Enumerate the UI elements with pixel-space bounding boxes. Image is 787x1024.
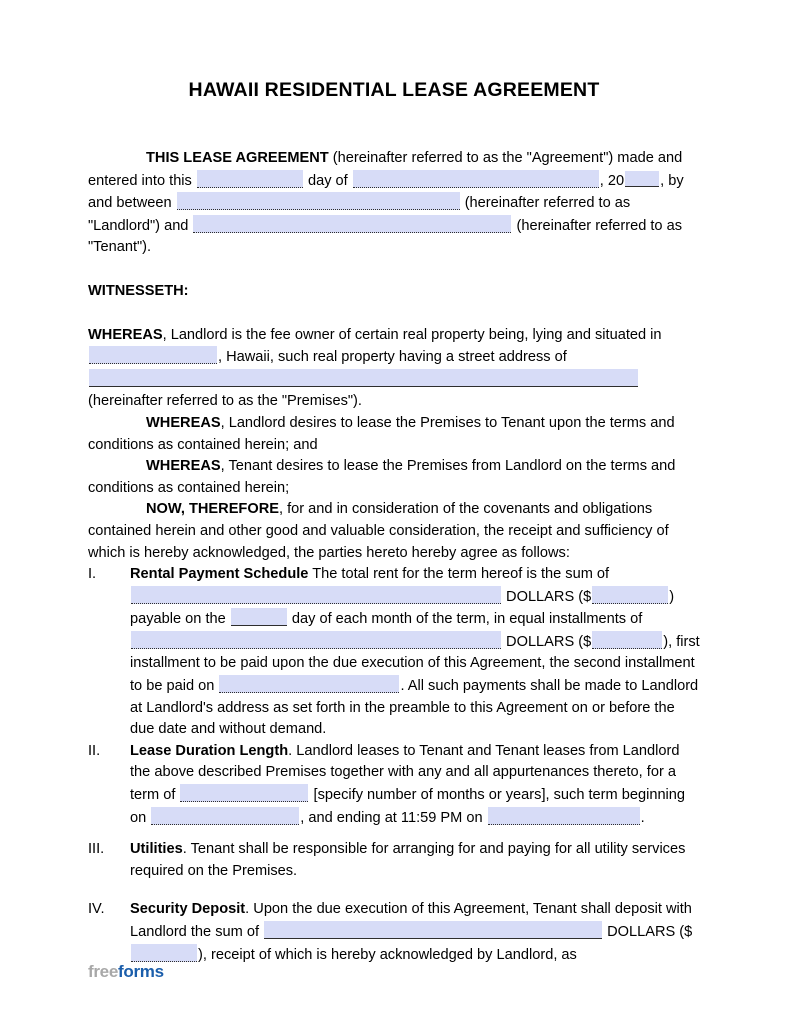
section-ii-heading: Lease Duration Length [130,742,289,759]
payment-day-blank-field[interactable] [231,608,287,626]
section-iii-heading: Utilities [130,841,183,858]
freeforms-logo[interactable] [88,962,164,982]
section-rental-payment-schedule [88,564,700,741]
section-i-text-1: The total rent for the term hereof is the sum of [308,566,610,583]
section-iii-text-1: . Tenant shall be responsible for arranging for and paying for all utility services required on the Premises. [130,841,686,879]
section-iv-text-3: ), receipt of which is hereby acknowledged by Landlord, as [198,946,577,963]
section-numeral-iv: IV. [88,901,105,918]
section-ii-text-1: . Landlord leases to Tenant and Tenant leases from Landlord the above described Premises together with any and all appurtenances thereto, for a term of [130,742,680,804]
lease-term-blank-field[interactable] [180,784,308,802]
section-i-heading: Rental Payment Schedule [130,566,309,583]
section-numeral-i: I. [88,566,97,583]
preamble-text-4: , by and between [88,172,684,212]
year-blank-field[interactable] [625,171,659,187]
whereas-1-text-2: , Hawaii, such real property having a street address of [218,349,567,366]
tenant-name-blank-field[interactable] [193,215,511,233]
preamble-text-2: day of [303,172,352,189]
term-start-date-blank-field[interactable] [151,807,299,825]
day-blank-field[interactable] [197,170,303,188]
total-rent-words-blank-field[interactable] [131,586,501,604]
whereas-clause-2 [88,413,700,456]
section-ii-body [130,741,700,829]
document-body [88,148,700,966]
section-i-text-6: ), first installment to be paid upon the due execution of this Agreement, the second installment to be paid on [130,633,700,695]
whereas-1-bold: WHEREAS [88,326,163,343]
section-ii-text-4: . [640,809,645,826]
whereas-clause-1 [88,325,700,413]
second-installment-date-blank-field[interactable] [219,675,399,693]
section-iii-body [130,839,700,882]
preamble-paragraph [88,148,700,259]
section-iv-body [130,899,700,966]
section-i-body [130,564,700,741]
now-therefore-text: , for and in consideration of the covenants and obligations contained herein and other good and valuable consideration, the receipt and sufficiency of which is hereby acknowledged, the parties hereto hereby agree as follows: [88,501,669,561]
section-security-deposit [88,899,700,966]
spacer [88,829,700,839]
logo-text-free: free [88,962,118,981]
landlord-name-blank-field[interactable] [177,192,460,210]
preamble-text-1: (hereinafter referred to as the "Agreement") made and entered into this [88,150,683,189]
section-iv-text-1: . Upon the due execution of this Agreement, Tenant shall deposit with Landlord the sum of [130,901,692,940]
preamble-text-6: (hereinafter referred to as "Tenant"). [88,217,683,256]
section-lease-duration-length [88,741,700,829]
total-rent-amount-blank-field[interactable] [592,586,668,604]
section-ii-text-3: , and ending at 11:59 PM on [300,809,487,826]
city-blank-field[interactable] [89,346,217,364]
deposit-words-blank-field[interactable] [264,921,602,939]
month-blank-field[interactable] [353,170,599,188]
logo-text-forms: forms [118,962,164,981]
installment-amount-blank-field[interactable] [592,631,662,649]
section-i-text-7: . All such payments shall be made to Landlord at Landlord's address as set forth in the preamble to this Agreement on or before the due date and without demand. [130,678,699,738]
section-i-text-3: ) payable on the [130,588,675,628]
street-address-blank-field[interactable] [89,369,638,387]
page-title: HAWAII RESIDENTIAL LEASE AGREEMENT [188,79,600,101]
whereas-1-text-3: (hereinafter referred to as the "Premises"). [88,393,362,410]
section-i-text-5: DOLLARS ($ [502,633,592,650]
section-i-text-4: day of each month of the term, in equal installments of [287,611,643,628]
section-utilities [88,839,700,882]
now-therefore-bold: NOW, THEREFORE [146,501,279,518]
section-numeral-iii: III. [88,841,105,858]
deposit-amount-blank-field[interactable] [131,944,197,962]
section-iv-text-2: DOLLARS ($ [603,924,693,940]
whereas-2-text: , Landlord desires to lease the Premises to Tenant upon the terms and conditions as contained herein; and [88,414,675,453]
section-i-text-2: DOLLARS ($ [502,588,592,605]
preamble-lead-bold: THIS LEASE AGREEMENT [146,150,329,166]
whereas-1-text-1: , Landlord is the fee owner of certain real property being, lying and situated in [162,326,662,343]
spacer [88,259,700,281]
spacer [88,882,700,899]
whereas-2-bold: WHEREAS [146,414,221,431]
whereas-3-bold: WHEREAS [146,458,221,475]
preamble-text-3: , 20 [599,172,625,189]
installment-words-blank-field[interactable] [131,631,501,649]
section-ii-text-2: [specify number of months or years], such term beginning on [130,787,686,826]
preamble-text-5: (hereinafter referred to as "Landlord") and [88,195,631,234]
section-numeral-ii: II. [88,742,101,759]
term-end-date-blank-field[interactable] [488,807,640,825]
whereas-clause-3 [88,456,700,499]
witnesseth-heading: WITNESSETH: [88,282,189,299]
whereas-3-text: , Tenant desires to lease the Premises from Landlord on the terms and conditions as contained herein; [88,458,676,496]
spacer [88,303,700,325]
section-iv-heading: Security Deposit [130,901,246,918]
now-therefore-clause [88,499,700,564]
